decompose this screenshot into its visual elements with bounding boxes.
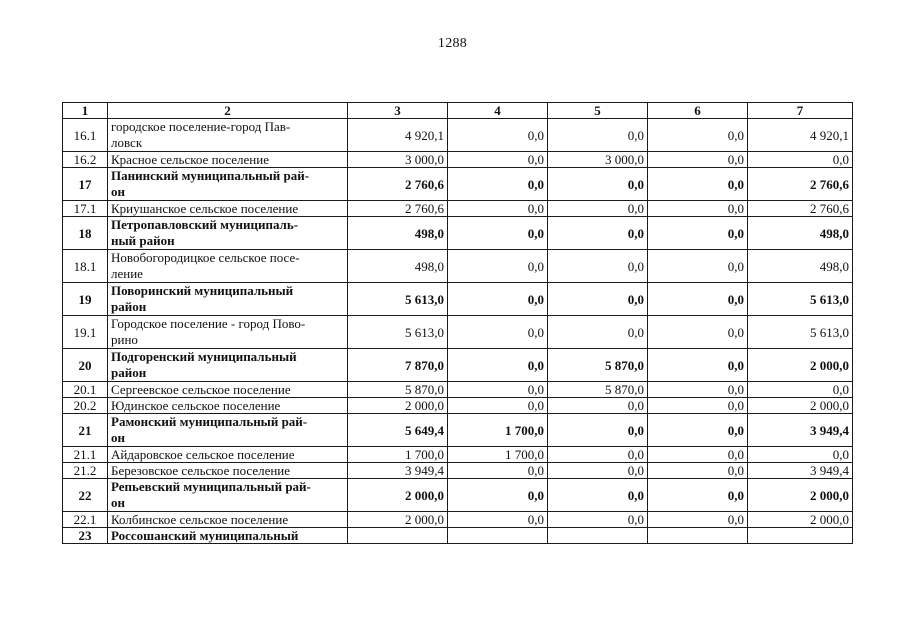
page-number: 1288 [437,36,468,51]
value-col-6: 0,0 [648,168,748,201]
value-col-3: 5 613,0 [348,316,448,349]
row-number: 23 [63,528,108,544]
settlement-name: Рамонский муниципальный рай- он [108,414,348,447]
row-number: 21 [63,414,108,447]
value-col-6: 0,0 [648,349,748,382]
settlement-name: Городское поселение - город Пово- рино [108,316,348,349]
value-col-4: 0,0 [448,250,548,283]
value-col-4: 0,0 [448,152,548,168]
row-number: 20.1 [63,382,108,398]
table-row [63,463,853,479]
value-col-6: 0,0 [648,414,748,447]
row-number: 17.1 [63,201,108,217]
value-col-3: 4 920,1 [348,119,448,152]
table-row [63,398,853,414]
value-col-4: 0,0 [448,119,548,152]
settlement-name: Поворинский муниципальный район [108,283,348,316]
row-number: 22.1 [63,512,108,528]
row-number: 19.1 [63,316,108,349]
table-row [63,201,853,217]
table-row [63,168,853,201]
value-col-4: 0,0 [448,168,548,201]
value-col-7: 2 000,0 [748,398,853,414]
value-col-7: 5 613,0 [748,283,853,316]
value-col-3: 2 000,0 [348,398,448,414]
value-col-5: 0,0 [548,414,648,447]
value-col-7: 2 760,6 [748,168,853,201]
value-col-5: 0,0 [548,217,648,250]
value-col-3: 2 760,6 [348,168,448,201]
value-col-3: 498,0 [348,217,448,250]
settlement-name: Красное сельское поселение [108,152,348,168]
value-col-3: 2 760,6 [348,201,448,217]
budget-table [62,102,853,544]
settlement-name: Петропавловский муниципаль- ный район [108,217,348,250]
row-number: 21.2 [63,463,108,479]
settlement-name: Панинский муниципальный рай- он [108,168,348,201]
value-col-3: 3 000,0 [348,152,448,168]
value-col-5: 0,0 [548,512,648,528]
value-col-7: 5 613,0 [748,316,853,349]
value-col-7 [748,528,853,544]
header-row [63,103,853,119]
table-row [63,217,853,250]
value-col-4: 0,0 [448,349,548,382]
settlement-name: Айдаровское сельское поселение [108,447,348,463]
value-col-4: 1 700,0 [448,447,548,463]
value-col-4: 1 700,0 [448,414,548,447]
value-col-7: 3 949,4 [748,463,853,479]
table-row [63,250,853,283]
value-col-3: 1 700,0 [348,447,448,463]
column-header-3: 3 [348,103,448,119]
value-col-6: 0,0 [648,463,748,479]
value-col-7: 0,0 [748,152,853,168]
table-row [63,382,853,398]
value-col-5: 0,0 [548,283,648,316]
value-col-7: 2 000,0 [748,512,853,528]
value-col-7: 0,0 [748,382,853,398]
row-number: 18.1 [63,250,108,283]
row-number: 18 [63,217,108,250]
value-col-3: 5 870,0 [348,382,448,398]
value-col-7: 0,0 [748,447,853,463]
value-col-6: 0,0 [648,201,748,217]
row-number: 19 [63,283,108,316]
column-header-5: 5 [548,103,648,119]
value-col-5: 0,0 [548,479,648,512]
table-row [63,152,853,168]
settlement-name: Сергеевское сельское поселение [108,382,348,398]
value-col-4: 0,0 [448,316,548,349]
value-col-5: 0,0 [548,447,648,463]
table-row [63,512,853,528]
row-number: 16.2 [63,152,108,168]
column-header-2: 2 [108,103,348,119]
settlement-name: Новобогородицкое сельское посе- ление [108,250,348,283]
table-row [63,447,853,463]
table-row [63,414,853,447]
value-col-7: 2 760,6 [748,201,853,217]
row-number: 21.1 [63,447,108,463]
value-col-6: 0,0 [648,119,748,152]
settlement-name: Юдинское сельское поселение [108,398,348,414]
value-col-6: 0,0 [648,217,748,250]
value-col-5 [548,528,648,544]
value-col-5: 0,0 [548,119,648,152]
value-col-7: 4 920,1 [748,119,853,152]
value-col-4: 0,0 [448,201,548,217]
value-col-6: 0,0 [648,283,748,316]
row-number: 17 [63,168,108,201]
value-col-6: 0,0 [648,398,748,414]
table-body [63,119,853,544]
value-col-3: 5 649,4 [348,414,448,447]
value-col-6: 0,0 [648,479,748,512]
table-row [63,479,853,512]
value-col-7: 2 000,0 [748,349,853,382]
value-col-5: 5 870,0 [548,349,648,382]
table-row [63,349,853,382]
column-header-7: 7 [748,103,853,119]
value-col-5: 0,0 [548,201,648,217]
value-col-5: 0,0 [548,316,648,349]
table-row [63,528,853,544]
settlement-name: Россошанский муниципальный [108,528,348,544]
value-col-6: 0,0 [648,152,748,168]
table-row [63,119,853,152]
value-col-5: 3 000,0 [548,152,648,168]
value-col-3: 5 613,0 [348,283,448,316]
table-header [63,103,853,119]
value-col-4 [448,528,548,544]
value-col-3 [348,528,448,544]
value-col-5: 0,0 [548,463,648,479]
value-col-6: 0,0 [648,512,748,528]
table-row [63,283,853,316]
settlement-name: Подгоренский муниципальный район [108,349,348,382]
settlement-name: Березовское сельское поселение [108,463,348,479]
value-col-6: 0,0 [648,316,748,349]
value-col-3: 3 949,4 [348,463,448,479]
value-col-3: 2 000,0 [348,479,448,512]
settlement-name: Репьевский муниципальный рай- он [108,479,348,512]
column-header-1: 1 [63,103,108,119]
row-number: 20 [63,349,108,382]
value-col-4: 0,0 [448,512,548,528]
value-col-5: 0,0 [548,168,648,201]
value-col-7: 498,0 [748,217,853,250]
row-number: 16.1 [63,119,108,152]
settlement-name: Криушанское сельское поселение [108,201,348,217]
value-col-3: 2 000,0 [348,512,448,528]
value-col-4: 0,0 [448,283,548,316]
value-col-4: 0,0 [448,217,548,250]
value-col-3: 7 870,0 [348,349,448,382]
column-header-6: 6 [648,103,748,119]
row-number: 22 [63,479,108,512]
value-col-4: 0,0 [448,382,548,398]
value-col-7: 498,0 [748,250,853,283]
value-col-3: 498,0 [348,250,448,283]
column-header-4: 4 [448,103,548,119]
value-col-5: 0,0 [548,250,648,283]
value-col-6: 0,0 [648,447,748,463]
settlement-name: городское поселение-город Пав- ловск [108,119,348,152]
value-col-6: 0,0 [648,250,748,283]
table-row [63,316,853,349]
row-number: 20.2 [63,398,108,414]
value-col-4: 0,0 [448,398,548,414]
value-col-5: 5 870,0 [548,382,648,398]
value-col-5: 0,0 [548,398,648,414]
value-col-7: 3 949,4 [748,414,853,447]
value-col-6: 0,0 [648,382,748,398]
value-col-6 [648,528,748,544]
value-col-7: 2 000,0 [748,479,853,512]
value-col-4: 0,0 [448,463,548,479]
settlement-name: Колбинское сельское поселение [108,512,348,528]
value-col-4: 0,0 [448,479,548,512]
